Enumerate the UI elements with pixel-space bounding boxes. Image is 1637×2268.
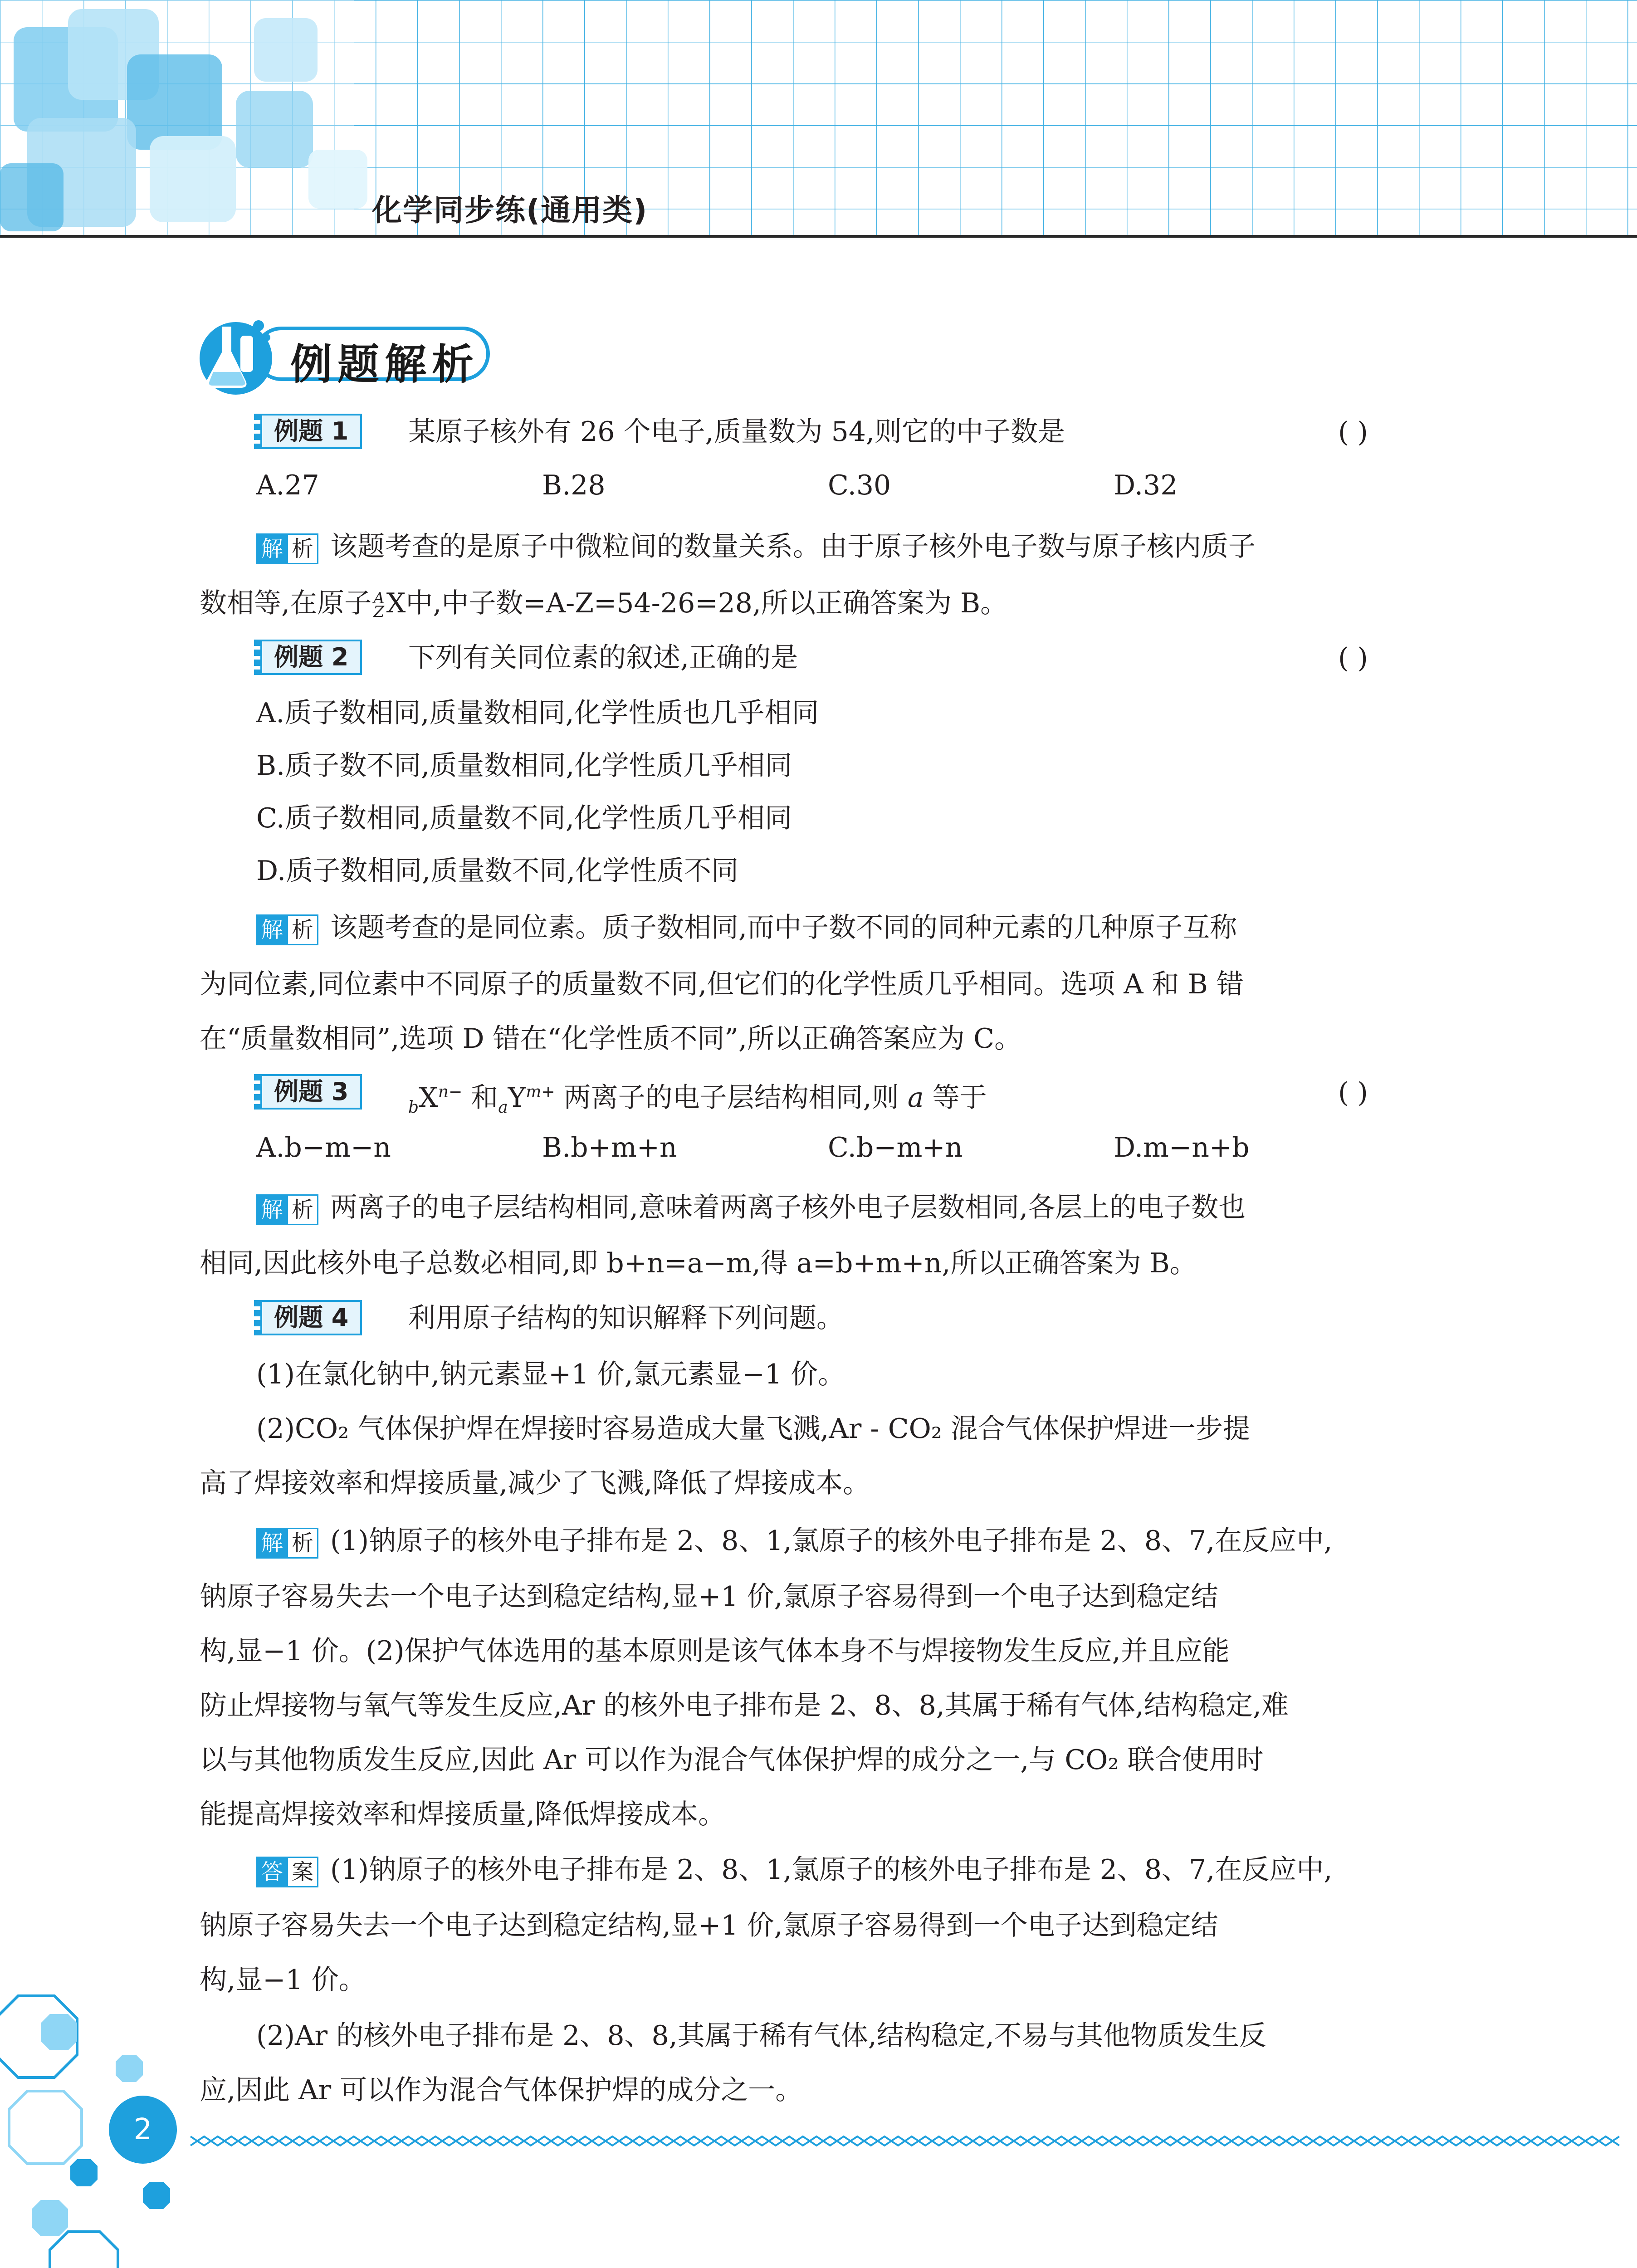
analysis-line: 解 析 两离子的电子层结构相同,意味着两离子核外电子层数相同,各层上的电子数也 [256,1189,1246,1226]
answer-paren: ( ) [1338,642,1368,674]
answer-paren: ( ) [1338,1077,1368,1109]
answer-line: 钠原子容易失去一个电子达到稳定结构,显+1 价,氯原子容易得到一个电子达到稳定结 [200,1910,1218,1941]
analysis-line: 防止焊接物与氧气等发生反应,Ar 的核外电子排布是 2、8、8,其属于稀有气体,结构稳定,难 [200,1690,1289,1721]
option: D.质子数相同,质量数不同,化学性质不同 [256,855,739,887]
example-badge [254,1074,362,1110]
option: C.b−m+n [828,1132,963,1163]
example-question: 某原子核外有 26 个电子,质量数为 54,则它的中子数是 [408,416,1065,448]
answer-line: 答 案 (1)钠原子的核外电子排布是 2、8、1,氯原子的核外电子排布是 2、8、7,在反应中, [256,1852,1332,1888]
option: A.质子数相同,质量数相同,化学性质也几乎相同 [256,697,819,729]
section-title: 例题解析 [290,340,479,389]
example-question: $_bX^{n-}$ 和$_aY^{m+}$ 两离子的电子层结构相同,则 a 等于 [408,1082,987,1117]
footer-decoration [0,1987,1637,2268]
option: C.30 [828,469,891,501]
example-badge-label: 例题 2 [260,640,362,675]
option: A.27 [256,469,319,501]
analysis-tag: 解 析 [256,1528,318,1558]
page-number: 2 [109,2096,177,2164]
example-badge [254,414,362,449]
answer-line: (2)Ar 的核外电子排布是 2、8、8,其属于稀有气体,结构稳定,不易与其他物质发生反 [256,2020,1266,2052]
option: D.m−n+b [1114,1132,1250,1163]
analysis-tag: 解 析 [256,533,318,563]
sub-question: 高了焊接效率和焊接质量,减少了飞溅,降低了焊接成本。 [200,1467,870,1499]
analysis-tag: 解 析 [256,1194,318,1224]
example-badge-label: 例题 1 [260,414,362,449]
analysis-tag: 解 析 [256,914,318,944]
option: B.质子数不同,质量数相同,化学性质几乎相同 [256,750,792,782]
example-badge-label: 例题 3 [260,1074,362,1110]
example-question: 利用原子结构的知识解释下列问题。 [408,1302,844,1334]
option: A.b−m−n [256,1132,391,1163]
analysis-line: 钠原子容易失去一个电子达到稳定结构,显+1 价,氯原子容易得到一个电子达到稳定结 [200,1581,1218,1613]
answer-line: 应,因此 Ar 可以作为混合气体保护焊的成分之一。 [200,2074,803,2106]
analysis-line: 以与其他物质发生反应,因此 Ar 可以作为混合气体保护焊的成分之一,与 CO₂ 联合使用时 [200,1744,1264,1776]
analysis-line: 能提高焊接效率和焊接质量,降低焊接成本。 [200,1799,726,1830]
analysis-line: 解 析 该题考查的是原子中微粒间的数量关系。由于原子核外电子数与原子核内质子 [256,528,1256,565]
answer-line: 构,显−1 价。 [200,1964,366,1996]
analysis-line: 在“质量数相同”,选项 D 错在“化学性质不同”,所以正确答案应为 C。 [200,1023,1022,1055]
analysis-line: 数相等,在原子 A ZX中,中子数=A-Z=54-26=28,所以正确答案为 B。 [200,587,1008,621]
book-title: 化学同步练(通用类) [372,193,648,228]
answer-paren: ( ) [1338,416,1368,448]
header-grid-decoration [0,0,1637,245]
option: D.32 [1114,469,1178,501]
sub-question: (1)在氯化钠中,钠元素显+1 价,氯元素显−1 价。 [256,1359,845,1390]
analysis-line: 构,显−1 价。(2)保护气体选用的基本原则是该气体本身不与焊接物发生反应,并且应能 [200,1635,1230,1667]
analysis-line: 解 析 该题考查的是同位素。质子数相同,而中子数不同的同种元素的几种原子互称 [256,909,1237,946]
header-rule [0,235,1637,238]
example-question: 下列有关同位素的叙述,正确的是 [408,642,798,674]
analysis-line: 相同,因此核外电子总数必相同,即 b+n=a−m,得 a=b+m+n,所以正确答案为 B。 [200,1247,1197,1279]
option: B.b+m+n [542,1132,677,1163]
example-badge-label: 例题 4 [260,1300,362,1335]
sub-question: (2)CO₂ 气体保护焊在焊接时容易造成大量飞溅,Ar - CO₂ 混合气体保护焊进一步提 [256,1413,1250,1445]
analysis-line: 解 析 (1)钠原子的核外电子排布是 2、8、1,氯原子的核外电子排布是 2、8、7,在反应中, [256,1523,1332,1559]
option: C.质子数相同,质量数不同,化学性质几乎相同 [256,802,792,834]
example-badge [254,1300,362,1335]
answer-tag: 答 案 [256,1857,318,1887]
example-badge [254,640,362,675]
option: B.28 [542,469,606,501]
analysis-line: 为同位素,同位素中不同原子的质量数不同,但它们的化学性质几乎相同。选项 A 和 B 错 [200,968,1244,1000]
flask-icon [200,320,272,395]
